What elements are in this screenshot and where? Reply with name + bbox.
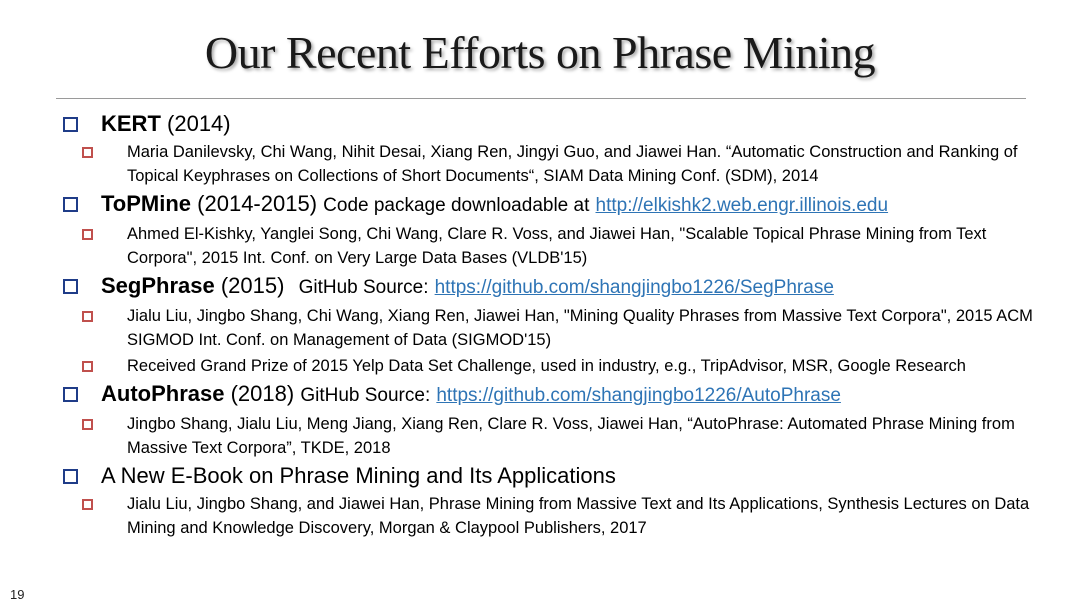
bullet-topmine [62,190,1062,220]
reference-text: Received Grand Prize of 2015 Yelp Data Set Challenge, used in industry, e.g., TripAdvisor, MSR, Google Research [127,357,966,375]
square-subbullet-icon [82,419,93,430]
reference-text: Jingbo Shang, Jialu Liu, Meng Jiang, Xiang Ren, Clare R. Voss, Jiawei Han, “AutoPhrase: Automated Phrase Mining from Massive Text Corpora”, TKDE, 2018 [127,415,1015,457]
reference-item [82,304,1062,352]
bullet-list [62,108,1062,540]
project-year: (2014-2015) [197,191,318,216]
project-extra: GitHub Source: [300,385,431,406]
project-extra: Code package downloadable at [323,195,590,216]
bullet-ebook [62,462,1062,490]
square-subbullet-icon [82,311,93,322]
square-subbullet-icon [82,361,93,372]
project-link[interactable]: https://github.com/shangjingbo1226/SegPhrase [434,277,834,298]
project-year: (2014) [167,111,231,136]
project-link[interactable]: https://github.com/shangjingbo1226/AutoPhrase [436,385,841,406]
reference-text: Jialu Liu, Jingbo Shang, and Jiawei Han, Phrase Mining from Massive Text and Its Applications, Synthesis Lectures on Data Mining and Knowledge Discovery, Morgan & Claypool Publishers, 2017 [127,495,1030,537]
slide-title: Our Recent Efforts on Phrase Mining [204,27,876,78]
square-bullet-icon [63,387,78,402]
bullet-kert [62,110,1062,138]
square-bullet-icon [63,117,78,132]
square-bullet-icon [63,279,78,294]
project-name: ToPMine [101,191,192,216]
reference-item [82,140,1062,188]
page-number: 19 [10,587,25,602]
project-year: (2015) [220,273,285,298]
reference-item [82,412,1062,460]
reference-item [82,492,1062,540]
project-year: (2018) [230,381,295,406]
reference-item [82,354,1062,378]
square-bullet-icon [63,197,78,212]
project-name: KERT [101,111,161,136]
reference-item [82,222,1062,270]
reference-text: Maria Danilevsky, Chi Wang, Nihit Desai, Xiang Ren, Jingyi Guo, and Jiawei Han. “Automatic Construction and Ranking of Topical Keyphrases on Collections of Short Documents“, SIAM Data Mining Conf. (SDM), 2014 [127,143,1018,185]
project-name: SegPhrase [101,273,215,298]
reference-text: Jialu Liu, Jingbo Shang, Chi Wang, Xiang Ren, Jiawei Han, "Mining Quality Phrases from Massive Text Corpora", 2015 ACM SIGMOD Int. Conf. on Management of Data (SIGMOD'15) [127,307,1033,349]
bullet-segphrase [62,272,1062,302]
reference-text: Ahmed El-Kishky, Yanglei Song, Chi Wang, Clare R. Voss, and Jiawei Han, "Scalable Topical Phrase Mining from Text Corpora", 2015 Int. Conf. on Very Large Data Bases (VLDB'15) [127,225,987,267]
title-divider [56,98,1026,99]
square-subbullet-icon [82,147,93,158]
project-name: AutoPhrase [101,381,225,406]
project-link[interactable]: http://elkishk2.web.engr.illinois.edu [595,195,889,216]
bullet-autophrase [62,380,1062,410]
ebook-heading: A New E-Book on Phrase Mining and Its Applications [101,463,616,488]
square-subbullet-icon [82,499,93,510]
square-bullet-icon [63,469,78,484]
square-subbullet-icon [82,229,93,240]
project-extra: GitHub Source: [298,277,429,298]
